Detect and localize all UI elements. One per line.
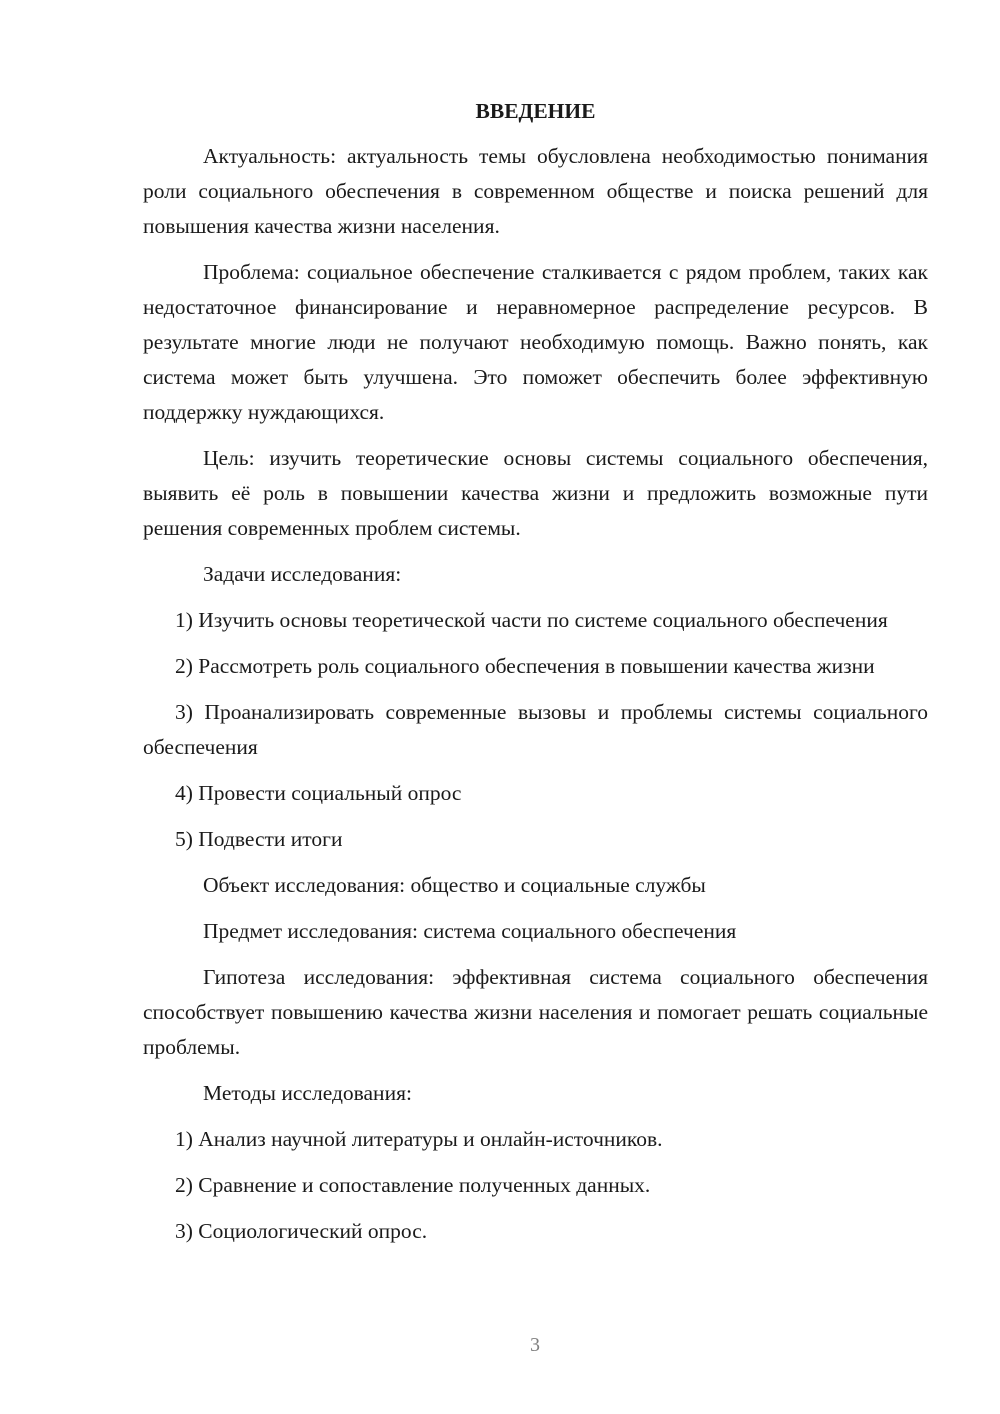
task-item-3: 3) Проанализировать современные вызовы и проблемы системы социального обеспечения	[143, 700, 928, 759]
tasks-heading: Задачи исследования:	[203, 562, 402, 586]
task-item-5: 5) Подвести итоги	[175, 827, 343, 851]
task-item-1: 1) Изучить основы теоретической части по системе социального обеспечения	[175, 608, 888, 632]
object-paragraph: Объект исследования: общество и социальные службы	[203, 873, 706, 897]
task-item-4: 4) Провести социальный опрос	[175, 781, 462, 805]
methods-heading: Методы исследования:	[203, 1081, 412, 1105]
document-page	[143, 95, 928, 1260]
method-item-2: 2) Сравнение и сопоставление полученных данных.	[175, 1173, 651, 1197]
section-title: ВВЕДЕНИЕ	[475, 99, 596, 123]
subject-paragraph: Предмет исследования: система социального обеспечения	[203, 919, 737, 943]
hypothesis-paragraph: Гипотеза исследования: эффективная система социального обеспечения способствует повышению качества жизни населения и помогает решать социальные проблемы.	[143, 965, 928, 1059]
relevance-paragraph: Актуальность: актуальность темы обусловлена необходимостью понимания роли социального обеспечения в современном обществе и поиска решений для повышения качества жизни населения.	[143, 144, 928, 238]
method-item-1: 1) Анализ научной литературы и онлайн-источников.	[175, 1127, 663, 1151]
problem-paragraph: Проблема: социальное обеспечение сталкивается с рядом проблем, таких как недостаточное финансирование и неравномерное распределение ресурсов. В результате многие люди не получают необходимую помощь. Важно понять, как система может быть улучшена. Это поможет обеспечить более эффективную поддержку нуждающихся.	[143, 260, 928, 424]
goal-paragraph: Цель: изучить теоретические основы системы социального обеспечения, выявить её роль в повышении качества жизни и предложить возможные пути решения современных проблем системы.	[143, 446, 928, 540]
task-item-2: 2) Рассмотреть роль социального обеспечения в повышении качества жизни	[175, 654, 875, 678]
page-number: 3	[530, 1334, 540, 1356]
method-item-3: 3) Социологический опрос.	[175, 1219, 428, 1243]
